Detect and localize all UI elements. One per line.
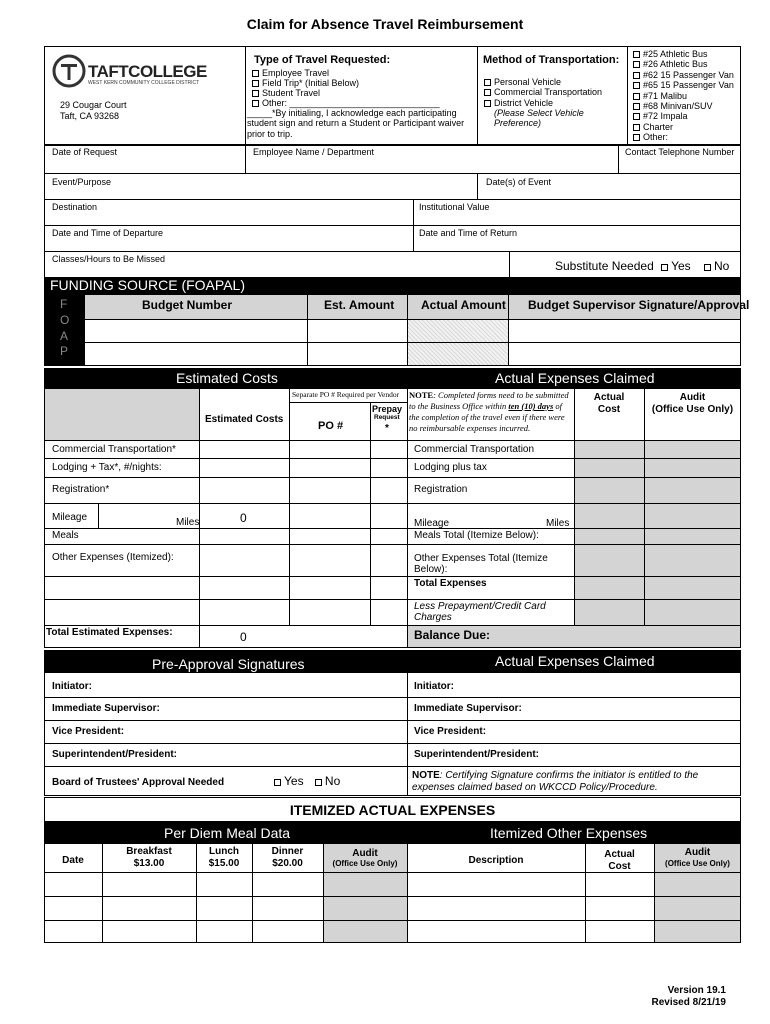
col-request: Request — [374, 414, 400, 421]
note-text: no reimbursable expenses incurred. — [409, 423, 531, 433]
act-meals-row: Meals Total (Itemize Below): — [414, 530, 539, 541]
vehicle-list — [633, 49, 734, 143]
act-commercial-row: Commercial Transportation — [414, 444, 535, 455]
travel-option-employee[interactable] — [252, 68, 329, 78]
date-of-request-field[interactable]: Date of Request — [52, 147, 118, 157]
pre-approval-heading: Pre-Approval Signatures — [152, 656, 305, 672]
foap-letter: F — [60, 297, 68, 311]
col-estimated-costs: Estimated Costs — [205, 414, 284, 425]
est-total-row: Total Estimated Expenses: — [46, 627, 173, 638]
note-text: : Certifying Signature confirms the initiator is entitled to the — [439, 770, 699, 781]
form-title: Claim for Absence Travel Reimbursement — [246, 16, 524, 32]
board-no-checkbox[interactable] — [315, 779, 322, 786]
note-text: the completion of the travel even if there were — [409, 412, 565, 422]
est-commercial-row: Commercial Transportation* — [52, 444, 176, 455]
col-other-audit-sub: (Office Use Only) — [665, 859, 730, 868]
post-actual-heading: Actual Expenses Claimed — [495, 653, 655, 669]
col-date: Date — [62, 855, 84, 866]
act-miles-label: Miles — [546, 518, 570, 529]
checkbox[interactable] — [484, 100, 491, 107]
note-text: to the Business Office within — [409, 401, 509, 411]
option-label: Field Trip* (Initial Below) — [262, 78, 360, 88]
act-registration-row: Registration — [414, 484, 468, 495]
expenses-table — [44, 388, 741, 648]
transport-heading: Method of Transportation: — [483, 54, 620, 66]
note-text: : Completed forms need to be submitted — [433, 390, 569, 400]
est-mileage-value[interactable]: 0 — [240, 511, 247, 525]
board-yes-checkbox[interactable] — [274, 779, 281, 786]
vehicle-option[interactable] — [633, 91, 734, 101]
checkbox[interactable] — [252, 70, 259, 77]
col-breakfast: Breakfast — [126, 846, 172, 857]
version-label: Version 19.1 — [667, 985, 726, 996]
vehicle-label: #71 Malibu — [643, 90, 688, 101]
est-lodging-row: Lodging + Tax*, #/nights: — [52, 462, 162, 473]
act-mileage-row: Mileage — [414, 518, 450, 529]
estimated-costs-heading: Estimated Costs — [176, 370, 278, 386]
post-supervisor-field[interactable]: Immediate Supervisor: — [414, 703, 522, 714]
destination-field[interactable]: Destination — [52, 202, 98, 212]
submission-note — [409, 390, 574, 434]
pre-initiator-field[interactable]: Initiator: — [52, 681, 92, 692]
col-actual-cost: Actual — [604, 849, 635, 860]
est-total-value[interactable]: 0 — [240, 630, 247, 644]
revised-label: Revised 8/21/19 — [651, 997, 726, 1008]
col-meal-audit: Audit — [352, 848, 378, 859]
col-description: Description — [468, 855, 524, 866]
col-audit: Audit — [679, 392, 706, 403]
vehicle-note: (Please Select Vehicle — [494, 108, 584, 118]
col-lunch: Lunch — [209, 846, 239, 857]
per-diem-heading: Per Diem Meal Data — [164, 825, 291, 841]
vehicle-option[interactable] — [633, 101, 734, 111]
col-star: * — [385, 423, 389, 434]
act-other-row: Other Expenses Total (Itemize — [414, 553, 548, 564]
checkbox[interactable] — [633, 113, 640, 120]
checkbox[interactable] — [252, 80, 259, 87]
act-less-prepayment-row-2: Charges — [414, 612, 452, 623]
pre-president-field[interactable]: Superintendent/President: — [52, 749, 178, 760]
col-actual-cost-2: Cost — [608, 861, 631, 872]
travel-option-other[interactable] — [252, 98, 440, 108]
foap-letter: P — [60, 344, 69, 358]
balance-due-row: Balance Due: — [414, 628, 491, 642]
vehicle-option[interactable] — [633, 111, 734, 121]
est-other-row: Other Expenses (Itemized): — [52, 552, 174, 563]
checkbox[interactable] — [633, 93, 640, 100]
travel-type-heading: Type of Travel Requested: — [254, 54, 391, 66]
col-breakfast-amt: $13.00 — [133, 858, 165, 869]
dates-of-event-field[interactable]: Date(s) of Event — [486, 177, 552, 187]
checkbox[interactable] — [633, 61, 640, 68]
transport-option-personal[interactable] — [484, 77, 561, 87]
substitute-yes-checkbox[interactable] — [661, 264, 668, 271]
post-initiator-field[interactable]: Initiator: — [414, 681, 454, 692]
checkbox[interactable] — [484, 89, 491, 96]
col-other-audit: Audit — [684, 847, 711, 858]
post-president-field[interactable]: Superintendent/President: — [414, 749, 540, 760]
note-label: NOTE — [412, 770, 440, 781]
checkbox[interactable] — [252, 100, 259, 107]
option-label: Personal Vehicle — [494, 77, 562, 87]
separate-po-note: Separate PO # Required per Vendor — [292, 390, 400, 399]
vehicle-option[interactable] — [633, 59, 734, 69]
col-actual-amount: Actual Amount — [421, 298, 506, 312]
option-label: Other: ______________________________ — [262, 98, 440, 108]
checkbox[interactable] — [633, 134, 640, 141]
option-label: Commercial Transportation — [494, 87, 603, 97]
foap-letter: A — [60, 329, 69, 343]
est-miles-label: Miles — [176, 517, 200, 528]
vehicle-label: Charter — [643, 121, 674, 132]
col-actual-cost-2: Cost — [597, 404, 621, 415]
col-meal-audit-sub: (Office Use Only) — [332, 859, 398, 868]
no-label: No — [714, 259, 730, 273]
departure-field[interactable]: Date and Time of Departure — [52, 228, 164, 238]
event-purpose-field[interactable]: Event/Purpose — [52, 177, 112, 187]
pre-vp-field[interactable]: Vice President: — [52, 726, 125, 737]
pre-supervisor-field[interactable]: Immediate Supervisor: — [52, 703, 160, 714]
col-lunch-amt: $15.00 — [208, 858, 240, 869]
yes-label: Yes — [284, 774, 304, 788]
itemized-heading: ITEMIZED ACTUAL EXPENSES — [289, 802, 496, 818]
funding-heading: FUNDING SOURCE (FOAPAL) — [50, 277, 245, 293]
contact-phone-field[interactable]: Contact Telephone Number — [625, 147, 735, 157]
option-label: Employee Travel — [262, 68, 330, 78]
vehicle-option[interactable] — [633, 132, 734, 142]
note-label: NOTE — [409, 390, 434, 400]
est-registration-row: Registration* — [52, 484, 110, 495]
substitute-label: Substitute Needed — [555, 259, 654, 273]
board-approval-label: Board of Trustees' Approval Needed — [52, 777, 225, 788]
vehicle-option[interactable] — [633, 80, 734, 90]
act-other-row-2: Below): — [414, 564, 448, 575]
transport-option-commercial[interactable] — [484, 87, 602, 97]
vehicle-note-2: Preference) — [494, 118, 542, 128]
act-lodging-row: Lodging plus tax — [414, 462, 487, 473]
checkbox[interactable] — [633, 51, 640, 58]
option-label: Student Travel — [262, 88, 321, 98]
vehicle-label: #62 15 Passenger Van — [643, 69, 734, 80]
vehicle-label: #26 Athletic Bus — [643, 59, 708, 70]
district-name: WEST KERN COMMUNITY COLLEGE DISTRICT — [88, 80, 200, 86]
vehicle-label: Other: — [643, 132, 669, 143]
col-po: PO # — [318, 420, 344, 432]
vehicle-label: #65 15 Passenger Van — [643, 80, 734, 91]
return-field[interactable]: Date and Time of Return — [419, 228, 518, 238]
post-vp-field[interactable]: Vice President: — [414, 726, 487, 737]
address-line1: 29 Cougar Court — [60, 100, 127, 110]
transport-option-district[interactable] — [484, 98, 553, 108]
vehicle-label: #72 Impala — [643, 111, 688, 122]
note-text: expenses claimed based on WKCCD Policy/Procedure. — [412, 782, 658, 793]
classes-missed-field[interactable]: Classes/Hours to Be Missed — [52, 254, 166, 264]
act-total-row: Total Expenses — [414, 578, 487, 589]
vehicle-label: #68 Minivan/SUV — [643, 101, 713, 112]
employee-name-field[interactable]: Employee Name / Department — [253, 147, 375, 157]
certifying-note — [412, 770, 740, 794]
act-less-prepayment-row: Less Prepayment/Credit Card — [414, 601, 546, 612]
checkbox[interactable] — [633, 124, 640, 131]
board-approval-options — [274, 775, 340, 789]
substitute-needed — [555, 260, 729, 274]
substitute-no-checkbox[interactable] — [704, 264, 711, 271]
actual-expenses-heading: Actual Expenses Claimed — [495, 370, 655, 386]
vehicle-option[interactable] — [633, 122, 734, 132]
note-text-emphasis: ten (10) days — [508, 401, 554, 411]
note-text: of — [553, 401, 563, 411]
vehicle-option[interactable] — [633, 70, 734, 80]
checkbox[interactable] — [633, 72, 640, 79]
institutional-value-field[interactable]: Institutional Value — [419, 202, 490, 212]
checkbox[interactable] — [252, 90, 259, 97]
col-dinner-amt: $20.00 — [272, 858, 303, 869]
checkbox[interactable] — [633, 82, 640, 89]
logo-wordmark: TAFTCOLLEGE — [88, 62, 207, 81]
est-meals-row: Meals — [52, 530, 79, 541]
college-logo — [52, 54, 86, 88]
travel-option-fieldtrip[interactable] — [252, 78, 359, 88]
vehicle-label: #25 Athletic Bus — [643, 49, 708, 59]
checkbox[interactable] — [484, 79, 491, 86]
col-budget-number: Budget Number — [142, 298, 232, 312]
vehicle-option[interactable] — [633, 49, 734, 59]
col-est-amount: Est. Amount — [324, 298, 395, 312]
col-actual-cost: Actual — [593, 392, 625, 403]
col-prepay: Prepay — [372, 404, 403, 414]
foap-letter: O — [60, 313, 70, 327]
checkbox[interactable] — [633, 103, 640, 110]
yes-label: Yes — [671, 259, 691, 273]
est-mileage-row: Mileage — [52, 512, 88, 523]
col-dinner: Dinner — [271, 846, 304, 857]
option-label: District Vehicle — [494, 98, 554, 108]
col-supervisor: Budget Supervisor Signature/Approval — [528, 298, 750, 312]
travel-option-student[interactable] — [252, 88, 320, 98]
address-line2: Taft, CA 93268 — [60, 111, 120, 121]
other-expenses-heading: Itemized Other Expenses — [490, 825, 648, 841]
no-label: No — [324, 774, 341, 788]
col-audit-2: (Office Use Only) — [651, 404, 734, 415]
initial-note: _____*By initialing, I acknowledge each participating student sign and return a Student or Participant waiver prior to trip. — [247, 108, 465, 139]
